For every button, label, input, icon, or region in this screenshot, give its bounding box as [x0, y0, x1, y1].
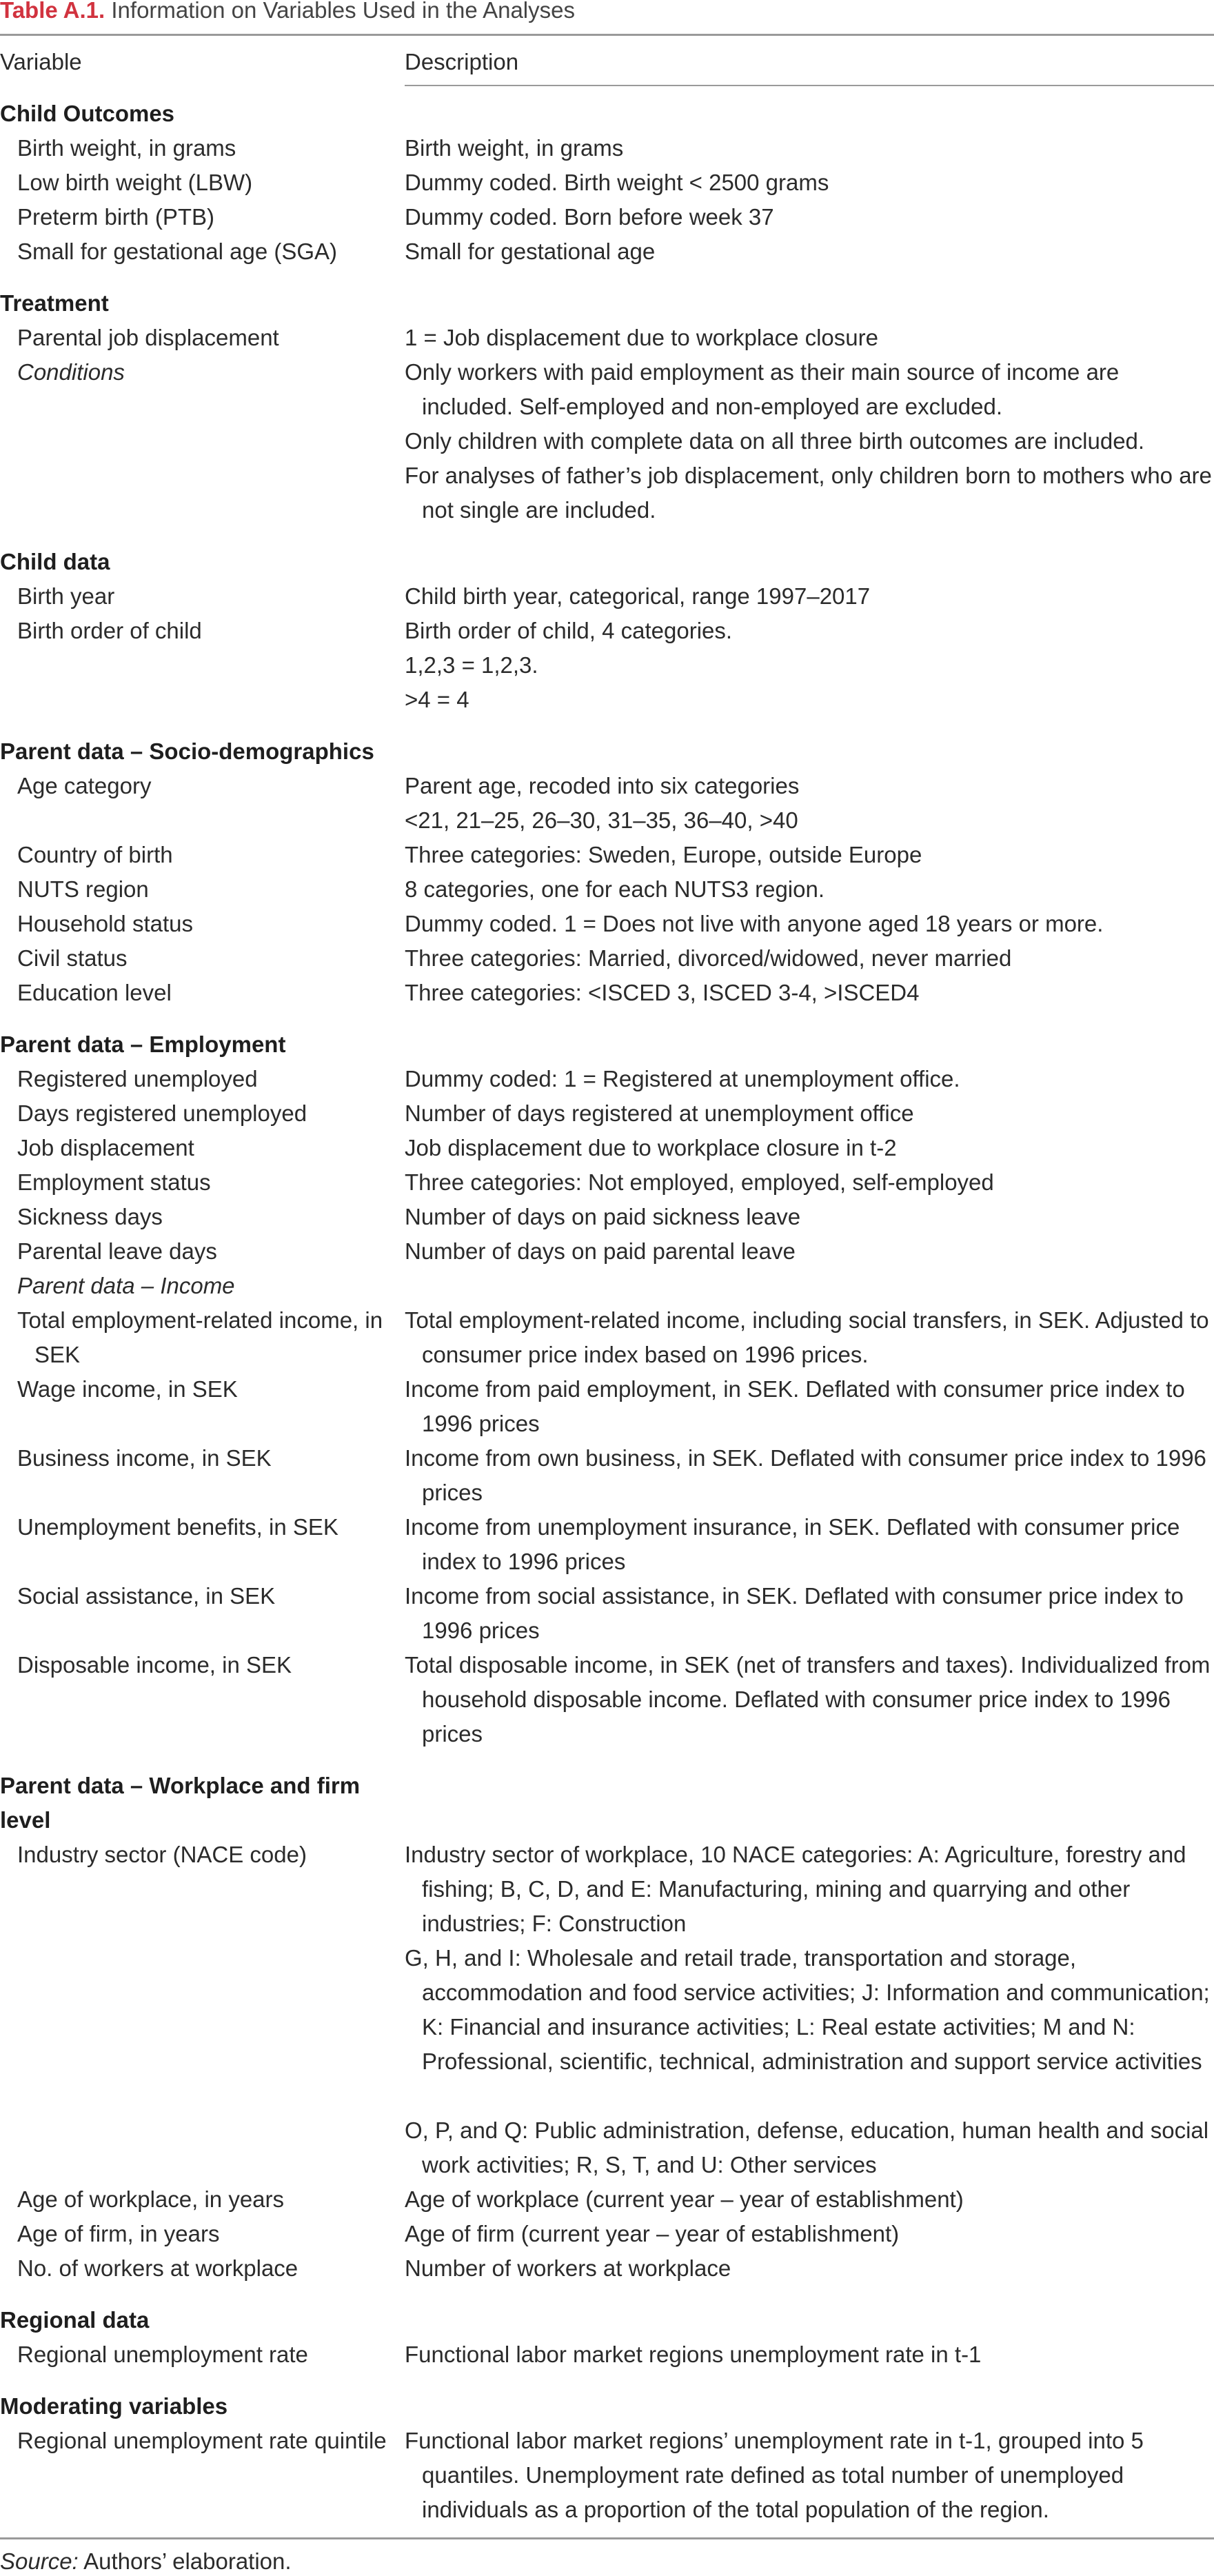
source-text: Authors’ elaboration.	[83, 2548, 292, 2574]
variable-cell: Birth weight, in grams	[17, 135, 236, 161]
description-cell: Dummy coded. Born before week 37	[405, 204, 774, 230]
column-header-description: Description	[405, 49, 519, 74]
top-rule	[0, 34, 1214, 36]
description-cell: Child birth year, categorical, range 1997–2017	[405, 583, 871, 609]
description-cell: Three categories: Married, divorced/widowed, never married	[405, 945, 1012, 971]
description-cell: Age of workplace (current year – year of establishment)	[405, 2186, 964, 2212]
variable-cell: Days registered unemployed	[17, 1100, 307, 1126]
description-cell: Income from unemployment insurance, in SEK. Deflated with consumer price index to 1996 prices	[405, 1514, 1180, 1574]
description-cell: G, H, and I: Wholesale and retail trade, transportation and storage, accommodation and food service activities; J: Information and communication; K: Financial and insurance activities; L: Real estate activities; M and N: Professional, scientific, technical, administration and support service activities	[405, 1945, 1210, 2074]
description-cell: Number of days registered at unemployment office	[405, 1100, 914, 1126]
variable-cell: Birth year	[17, 583, 115, 609]
table-caption: Information on Variables Used in the Analyses	[111, 0, 575, 23]
table-title	[0, 0, 575, 23]
description-cell: Functional labor market regions’ unemployment rate in t-1, grouped into 5 quantiles. Unemployment rate defined as total number of unemployed individuals as a proportion of the total population of the region.	[405, 2428, 1144, 2522]
variable-cell: Job displacement	[17, 1135, 194, 1160]
variable-cell: Preterm birth (PTB)	[17, 204, 215, 230]
description-cell: Total disposable income, in SEK (net of transfers and taxes). Individualized from household disposable income. Deflated with consumer price index to 1996 prices	[405, 1652, 1211, 1747]
description-cell: Number of days on paid sickness leave	[405, 1204, 801, 1229]
description-cell: Income from paid employment, in SEK. Deflated with consumer price index to 1996 prices	[405, 1376, 1185, 1436]
variable-cell: Civil status	[17, 945, 128, 971]
variable-cell: Age of workplace, in years	[17, 2186, 285, 2212]
description-cell: Dummy coded: 1 = Registered at unemployment office.	[405, 1066, 960, 1091]
source-label: Source:	[0, 2548, 79, 2574]
description-cell: 1,2,3 = 1,2,3.	[405, 652, 538, 678]
description-cell: Number of days on paid parental leave	[405, 1238, 796, 1264]
variable-cell: Age category	[17, 773, 152, 798]
bottom-rule	[0, 2537, 1214, 2539]
variable-cell: Household status	[17, 911, 193, 936]
section-header: Parent data – Socio-demographics	[0, 738, 374, 764]
description-cell: Birth weight, in grams	[405, 135, 624, 161]
table-number: Table A.1.	[0, 0, 105, 23]
variable-cell: Total employment-related income, in SEK	[17, 1307, 383, 1367]
header-rule	[405, 85, 1214, 86]
variable-cell: Business income, in SEK	[17, 1445, 272, 1471]
description-cell: Income from own business, in SEK. Deflated with consumer price index to 1996 prices	[405, 1445, 1206, 1505]
description-cell: >4 = 4	[405, 687, 469, 712]
variable-cell: Wage income, in SEK	[17, 1376, 238, 1402]
variable-cell: Age of firm, in years	[17, 2221, 220, 2246]
description-cell: For analyses of father’s job displacement, only children born to mothers who are not single are included.	[405, 463, 1212, 523]
description-cell: <21, 21–25, 26–30, 31–35, 36–40, >40	[405, 807, 798, 833]
description-cell: Three categories: Sweden, Europe, outside Europe	[405, 842, 922, 867]
variable-cell: Sickness days	[17, 1204, 163, 1229]
description-cell: Three categories: <ISCED 3, ISCED 3-4, >ISCED4	[405, 980, 920, 1005]
section-header: Parent data – Workplace and firm level	[0, 1773, 361, 1833]
variable-cell: Birth order of child	[17, 618, 202, 643]
variable-cell: Unemployment benefits, in SEK	[17, 1514, 338, 1540]
description-cell: 8 categories, one for each NUTS3 region.	[405, 876, 825, 902]
description-cell: Dummy coded. Birth weight < 2500 grams	[405, 170, 829, 195]
description-cell: Age of firm (current year – year of establishment)	[405, 2221, 900, 2246]
description-cell: Small for gestational age	[405, 239, 656, 264]
variable-cell: Social assistance, in SEK	[17, 1583, 276, 1609]
variable-cell: Education level	[17, 980, 172, 1005]
variable-cell: Parental job displacement	[17, 325, 279, 350]
variable-cell: Industry sector (NACE code)	[17, 1842, 307, 1867]
description-cell: Three categories: Not employed, employed, self-employed	[405, 1169, 994, 1195]
column-header-variable: Variable	[0, 49, 82, 74]
description-cell: Industry sector of workplace, 10 NACE categories: A: Agriculture, forestry and fishing; B, C, D, and E: Manufacturing, mining and quarrying and other industries; F: Construction	[405, 1842, 1186, 1936]
variable-cell: Regional unemployment rate	[17, 2342, 308, 2367]
variable-cell: Small for gestational age (SGA)	[17, 239, 338, 264]
description-cell: Only workers with paid employment as their main source of income are included. Self-employed and non-employed are excluded.	[405, 359, 1120, 419]
source-note	[0, 2548, 292, 2575]
description-cell: Total employment-related income, including social transfers, in SEK. Adjusted to consumer price index based on 1996 prices.	[405, 1307, 1209, 1367]
description-cell: O, P, and Q: Public administration, defense, education, human health and social work activities; R, S, T, and U: Other services	[405, 2117, 1209, 2177]
section-header: Treatment	[0, 290, 109, 316]
variable-cell: Conditions	[17, 359, 125, 385]
section-header: Parent data – Employment	[0, 1032, 286, 1057]
description-cell: Job displacement due to workplace closure in t-2	[405, 1135, 897, 1160]
section-header: Moderating variables	[0, 2393, 228, 2419]
variable-cell: NUTS region	[17, 876, 149, 902]
description-cell: 1 = Job displacement due to workplace closure	[405, 325, 878, 350]
variable-cell: Parental leave days	[17, 1238, 217, 1264]
variable-cell: Employment status	[17, 1169, 211, 1195]
variable-cell: Country of birth	[17, 842, 173, 867]
section-header: Child Outcomes	[0, 101, 175, 126]
variable-cell: No. of workers at workplace	[17, 2255, 299, 2281]
description-cell: Number of workers at workplace	[405, 2255, 731, 2281]
description-cell: Birth order of child, 4 categories.	[405, 618, 733, 643]
variable-cell: Regional unemployment rate quintile	[17, 2428, 387, 2453]
variable-cell: Disposable income, in SEK	[17, 1652, 292, 1678]
section-header: Child data	[0, 549, 110, 574]
variable-cell: Registered unemployed	[17, 1066, 258, 1091]
section-header: Regional data	[0, 2307, 150, 2333]
description-cell: Parent age, recoded into six categories	[405, 773, 800, 798]
variable-cell: Low birth weight (LBW)	[17, 170, 253, 195]
variable-cell: Parent data – Income	[17, 1273, 235, 1298]
description-cell: Functional labor market regions unemployment rate in t-1	[405, 2342, 982, 2367]
description-cell: Income from social assistance, in SEK. Deflated with consumer price index to 1996 prices	[405, 1583, 1184, 1643]
description-cell: Dummy coded. 1 = Does not live with anyone aged 18 years or more.	[405, 911, 1104, 936]
description-cell: Only children with complete data on all three birth outcomes are included.	[405, 428, 1145, 454]
